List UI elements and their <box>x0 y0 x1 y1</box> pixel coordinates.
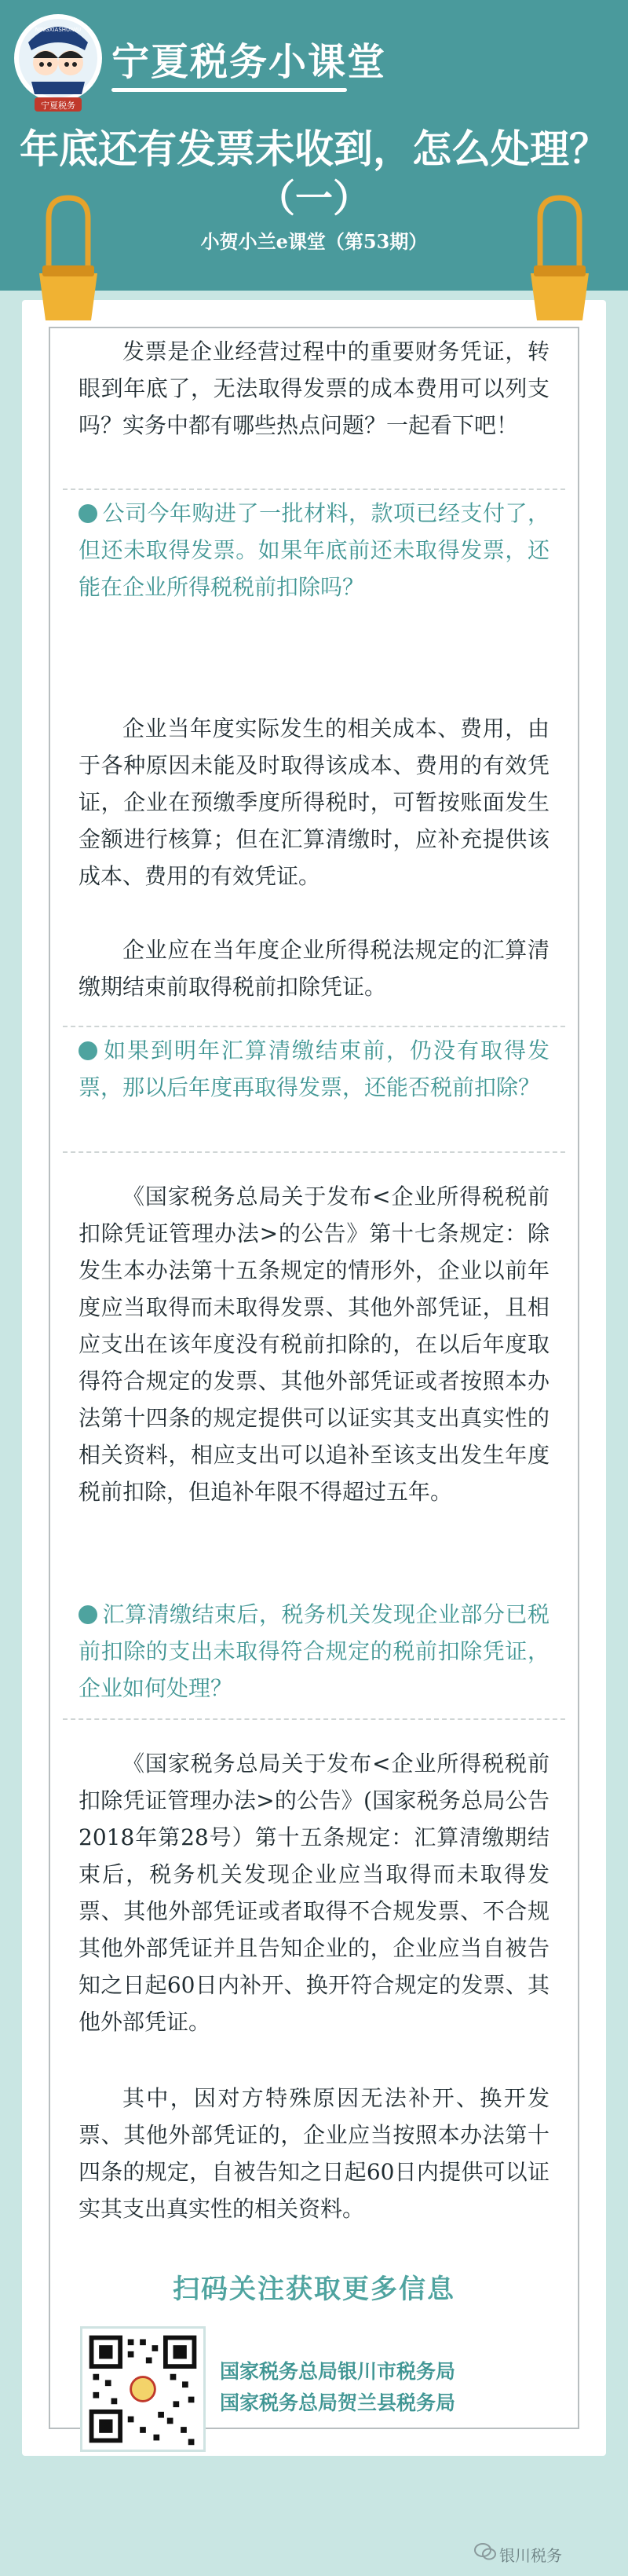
svg-text:宁夏税务: 宁夏税务 <box>41 101 75 111</box>
answer-3-paragraph-1: 《国家税务总局关于发布<企业所得税税前扣除凭证管理办法>的公告》(国家税务总局公告2018年第28号）第十五条规定：汇算清缴期结束后，税务机关发现企业应当取得而未取得发票、其他外部凭证或者取得不合规发票、不合规其他外部凭证并且告知企业的，企业应当自被告知之日起60日内补开、换开符合规定的发票、其他外部凭证。 <box>78 1751 550 2035</box>
agency-name-helan: 国家税务总局贺兰县税务局 <box>220 2391 456 2414</box>
qr-code[interactable] <box>80 2326 206 2452</box>
divider <box>63 1151 565 1153</box>
divider <box>63 488 565 490</box>
answer-2-paragraph: 《国家税务总局关于发布<企业所得税税前扣除凭证管理办法>的公告》第十七条规定：除发生本办法第十五条规定的情形外，企业以前年度应当取得而未取得发票、其他外部凭证，且相应支出在该年度没有税前扣除的，在以后年度取得符合规定的发票、其他外部凭证或者按照本办法第十四条的规定提供可以证实其支出真实性的相关资料，相应支出可以追补至该支出发生年度税前扣除，但追补年限不得超过五年。 <box>78 1184 550 1505</box>
question-2: 如果到明年汇算清缴结束前，仍没有取得发票，那以后年度再取得发票，还能否税前扣除？ <box>78 1037 550 1100</box>
question-1: 公司今年购进了一批材料，款项已经支付了，但还未取得发票。如果年底前还未取得发票，还能在企业所得税税前扣除吗？ <box>78 500 550 600</box>
answer-3-paragraph-2: 其中，因对方特殊原因无法补开、换开发票、其他外部凭证的，企业应当按照本办法第十四条的规定，自被告知之日起60日内提供可以证实其支出真实性的相关资料。 <box>78 2085 550 2222</box>
bullet-icon <box>78 1041 97 1060</box>
svg-text:NINGXIASHUIWU: NINGXIASHUIWU <box>35 27 82 33</box>
answer-1-paragraph-1: 企业当年度实际发生的相关成本、费用，由于各种原因未能及时取得该成本、费用的有效凭证，企业在预缴季度所得税时，可暂按账面发生金额进行核算；但在汇算清缴时，应补充提供该成本、费用的有效凭证。 <box>78 715 550 889</box>
bullet-icon <box>78 1605 97 1624</box>
account-watermark: 银川税务 <box>499 2546 562 2565</box>
episode-label: 小贺小兰e课堂（第53期） <box>200 230 428 253</box>
binder-clip-icon <box>517 187 603 344</box>
follow-cta: 扫码关注获取更多信息 <box>173 2274 455 2305</box>
divider <box>63 1026 565 1027</box>
agency-name-yinchuan: 国家税务总局银川市税务局 <box>220 2360 456 2383</box>
answer-1-paragraph-2: 企业应在当年度企业所得税法规定的汇算清缴期结束前取得税前扣除凭证。 <box>78 937 550 1000</box>
wechat-icon <box>474 2543 496 2560</box>
brand-underline <box>111 88 347 92</box>
page-title: 年底还有发票未收到，怎么处理？ <box>20 126 608 172</box>
binder-clip-icon <box>25 187 111 344</box>
brand-title: 宁夏税务小课堂 <box>111 40 387 84</box>
bullet-icon <box>78 504 97 523</box>
content-card <box>22 300 606 2456</box>
part-label: （一） <box>257 177 371 221</box>
question-3: 汇算清缴结束后，税务机关发现企业部分已税前扣除的支出未取得符合规定的税前扣除凭证，企业如何处理？ <box>78 1601 550 1701</box>
mascot-illustration <box>11 6 105 116</box>
intro-paragraph: 发票是企业经营过程中的重要财务凭证，转眼到年底了，无法取得发票的成本费用可以列支吗？实务中都有哪些热点问题？一起看下吧！ <box>78 338 550 438</box>
divider <box>63 1718 565 1720</box>
